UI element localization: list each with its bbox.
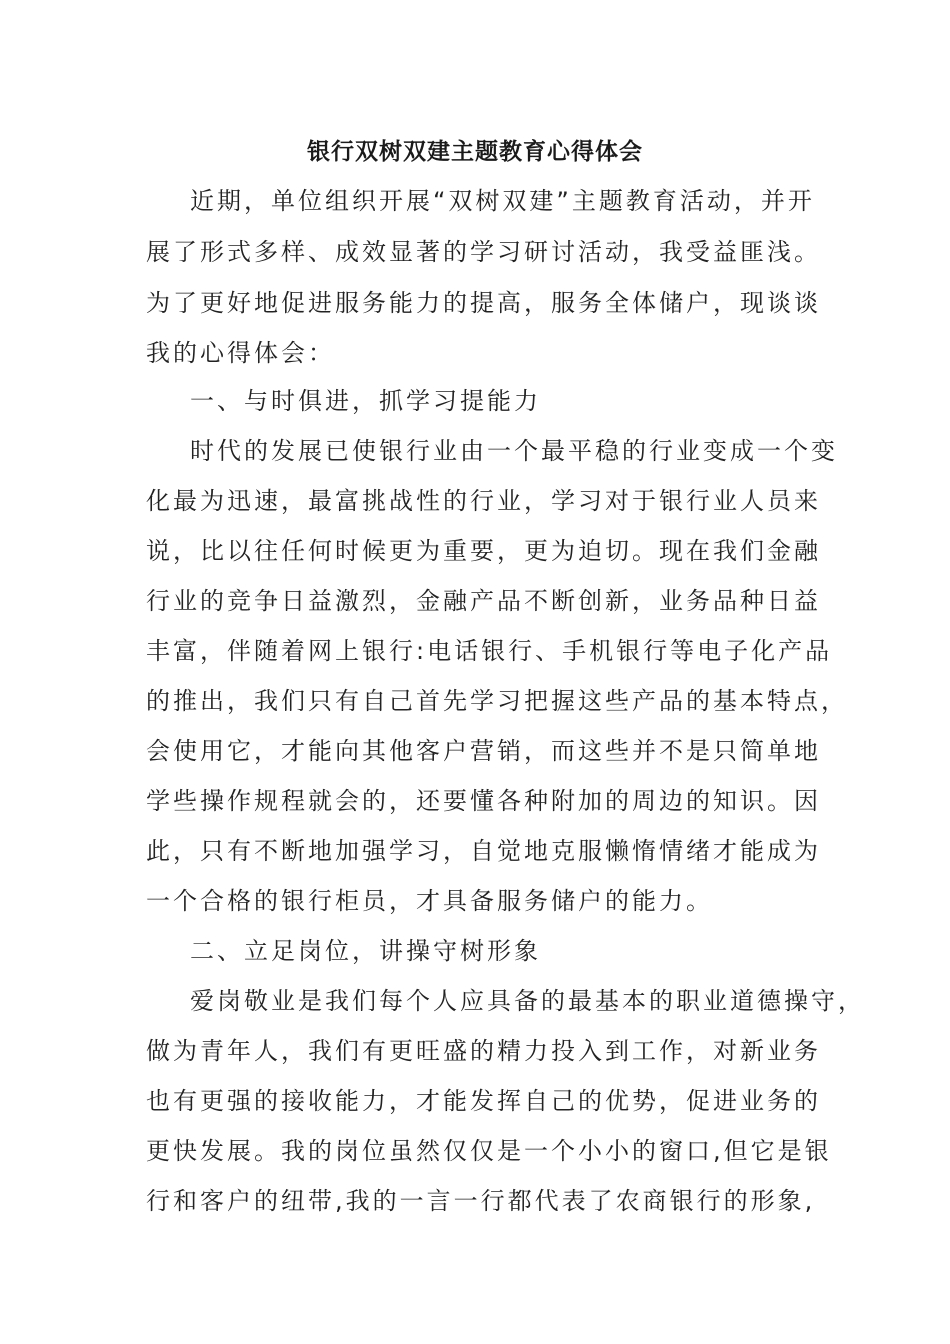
document-title: 银行双树双建主题教育心得体会 [307, 138, 643, 165]
body-line: 行和客户的纽带,我的一言一行都代表了农商银行的形象, [146, 1187, 816, 1215]
body-line: 说，比以往任何时候更为重要，更为迫切。现在我们金融 [146, 537, 821, 565]
section-heading: 二、立足岗位，讲操守树形象 [190, 937, 541, 965]
body-line: 更快发展。我的岗位虽然仅仅是一个小小的窗口,但它是银 [146, 1137, 832, 1165]
section-heading: 一、与时俱进，抓学习提能力 [190, 387, 541, 415]
body-line: 一个合格的银行柜员，才具备服务储户的能力。 [146, 887, 713, 915]
body-line: 时代的发展已使银行业由一个最平稳的行业变成一个变 [190, 437, 838, 465]
body-line: 展了形式多样、成效显著的学习研讨活动，我受益匪浅。 [146, 238, 821, 266]
body-line: 的推出，我们只有自己首先学习把握这些产品的基本特点， [146, 687, 848, 715]
body-line: 为了更好地促进服务能力的提高，服务全体储户，现谈谈 [146, 289, 821, 317]
body-line: 此，只有不断地加强学习，自觉地克服懒惰情绪才能成为 [146, 837, 821, 865]
body-line: 我的心得体会： [146, 339, 335, 367]
body-line: 会使用它，才能向其他客户营销，而这些并不是只简单地 [146, 737, 821, 765]
body-line: 做为青年人，我们有更旺盛的精力投入到工作，对新业务 [146, 1037, 821, 1065]
body-line: 行业的竞争日益激烈，金融产品不断创新，业务品种日益 [146, 587, 821, 615]
body-line: 也有更强的接收能力，才能发挥自己的优势，促进业务的 [146, 1087, 821, 1115]
body-line: 化最为迅速，最富挑战性的行业，学习对于银行业人员来 [146, 487, 821, 515]
body-line: 爱岗敬业是我们每个人应具备的最基本的职业道德操守， [190, 987, 865, 1015]
body-line: 丰富，伴随着网上银行:电话银行、手机银行等电子化产品 [146, 637, 833, 665]
body-line: 学些操作规程就会的，还要懂各种附加的周边的知识。因 [146, 787, 821, 815]
body-line: 近期，单位组织开展“双树双建”主题教育活动，并开 [190, 187, 815, 215]
